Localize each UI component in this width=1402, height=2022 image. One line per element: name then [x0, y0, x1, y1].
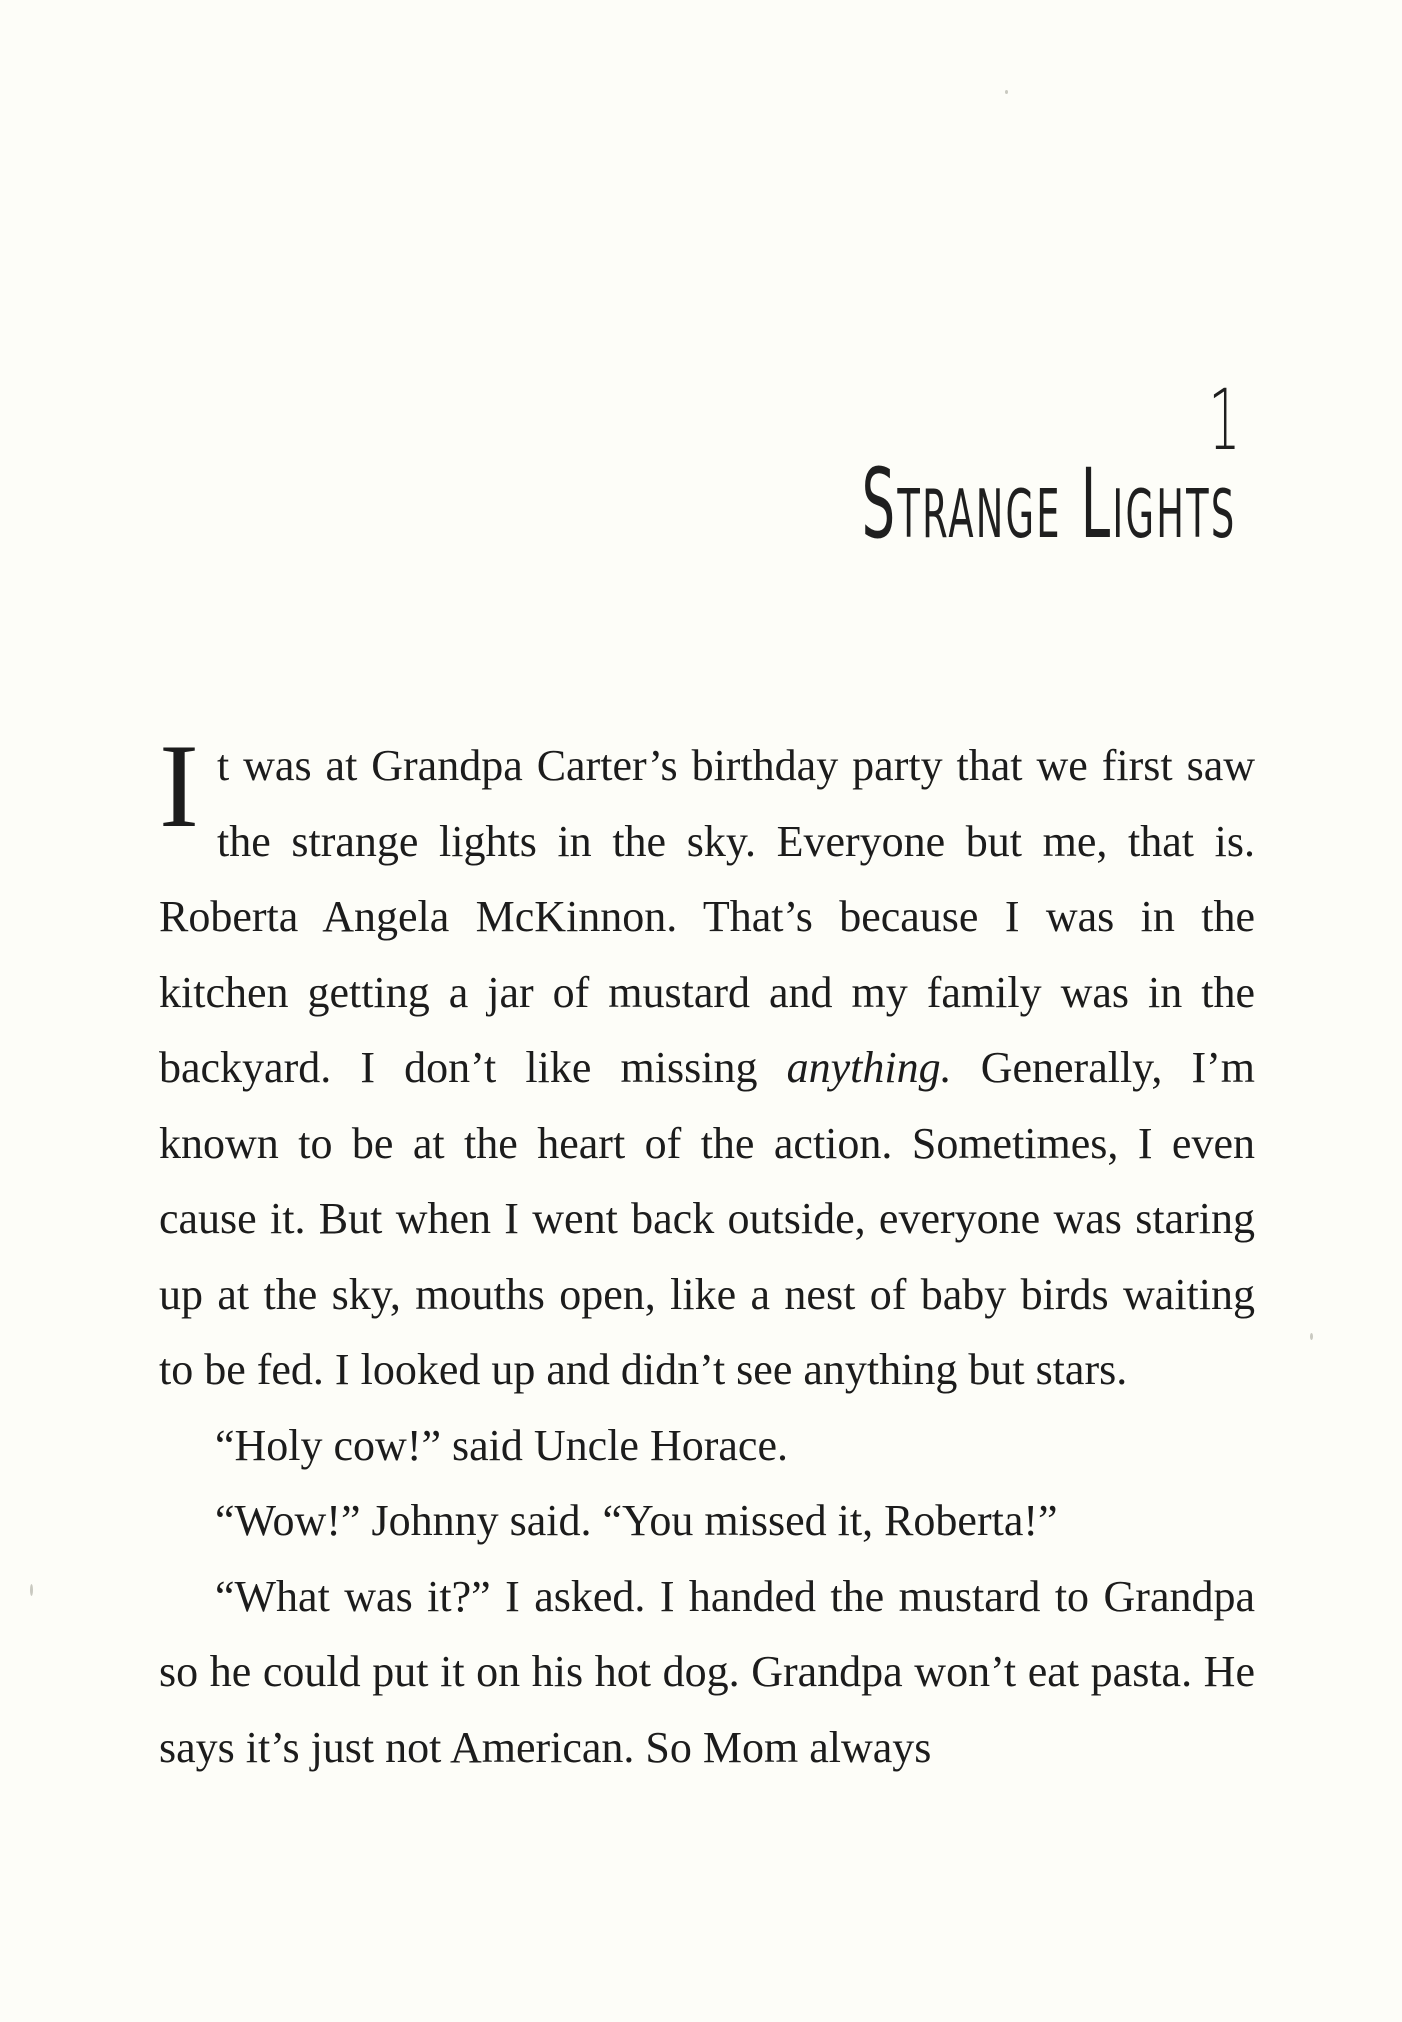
drop-cap: I: [159, 719, 199, 852]
emphasized-word: anything.: [786, 1043, 952, 1092]
chapter-title: Strange Lights: [861, 448, 1236, 560]
dialogue-paragraph: “Holy cow!” said Uncle Horace.: [215, 1420, 788, 1470]
paragraph-text: Generally, I’m known to be at the heart of the action. Sometimes, I even cause it. But when I went back outside, everyone was staring up at the sky, mouths open, like a nest of baby birds waiting to be fed. I looked up and didn’t see anything but stars.: [159, 1043, 1256, 1394]
dialogue-paragraph: “Wow!” Johnny said. “You missed it, Roberta!”: [215, 1496, 1058, 1545]
chapter-number: 1: [1207, 371, 1240, 469]
dialogue-paragraph: “What was it?” I asked. I handed the mustard to Grandpa so he could put it on his hot dog. Grandpa won’t eat pasta. He says it’s just not American. So Mom always: [159, 1571, 1255, 1772]
body-text: [159, 719, 1256, 1785]
paper-speck: [1005, 90, 1008, 94]
paper-speck: [1310, 1333, 1313, 1340]
opening-paragraph: [159, 719, 1256, 1408]
paper-speck: [30, 1584, 33, 1596]
paragraph-text: t was at Grandpa Carter’s birthday party that we first saw the strange lights in the sky. Everyone but me, that is. Roberta Angela McKinnon. That’s because I was in the kitchen getting a jar of mustard and my family was in the backyard. I don’t like missing: [159, 741, 1255, 1092]
